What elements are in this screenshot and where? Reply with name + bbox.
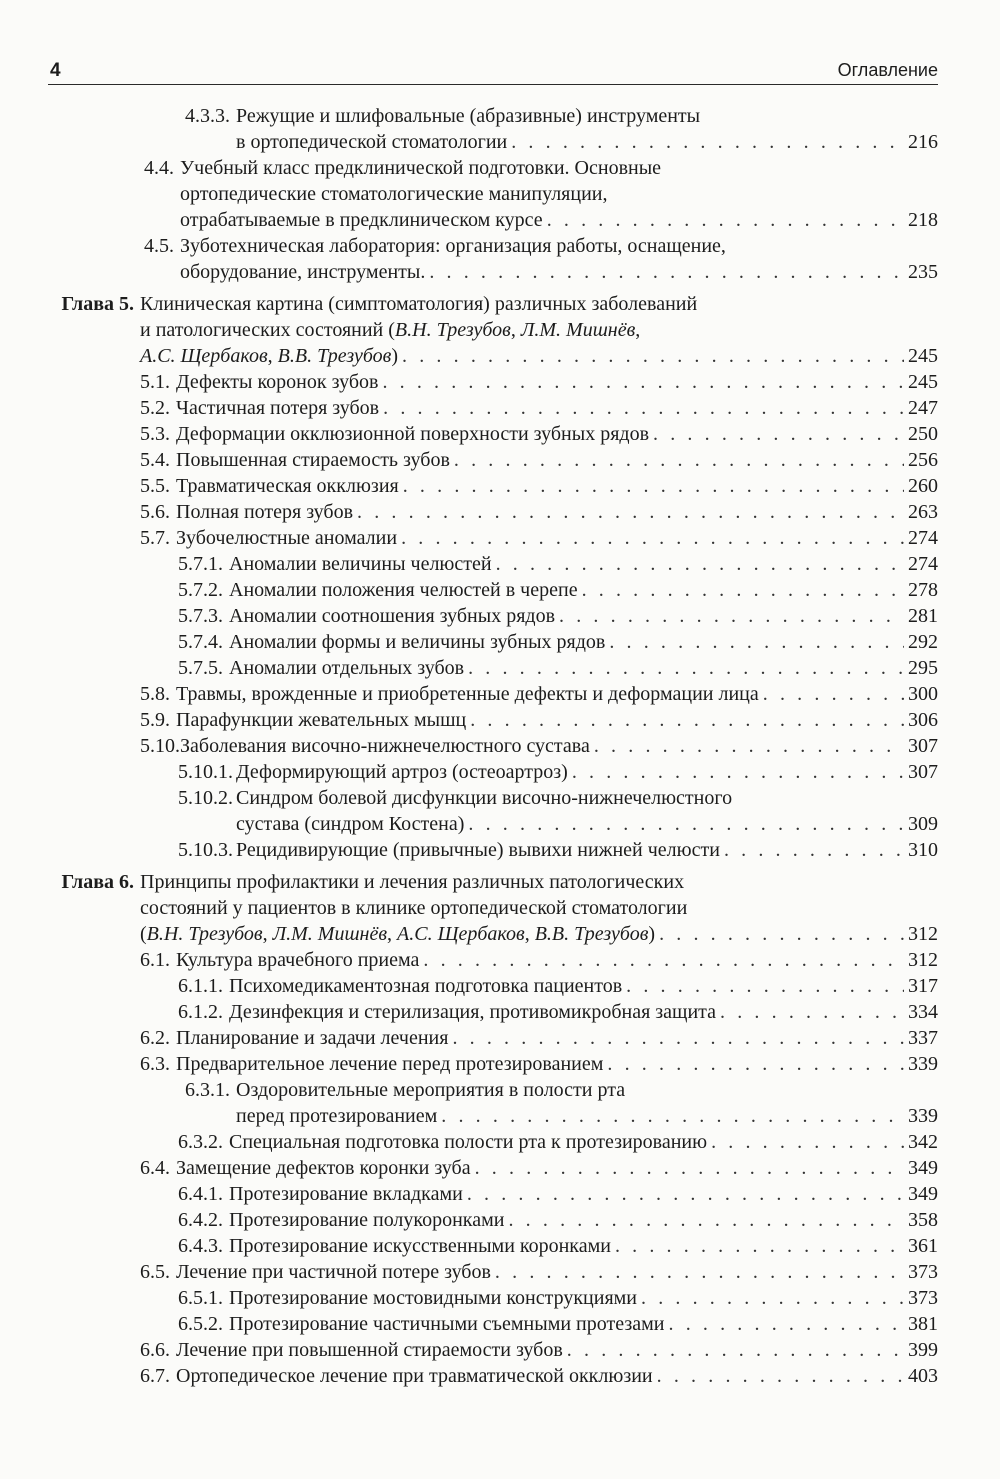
toc-entry-title: Парафункции жевательных мышц xyxy=(176,709,467,731)
toc-subsection xyxy=(48,603,938,629)
dot-leader xyxy=(669,1311,905,1337)
page-number: 4 xyxy=(50,60,61,81)
toc-page-number: 334 xyxy=(908,1001,938,1023)
toc-page-number: 403 xyxy=(908,1365,938,1387)
toc-entry-number: 6.6. xyxy=(140,1339,170,1361)
toc-page-number: 317 xyxy=(908,975,938,997)
toc-subsection xyxy=(48,655,938,681)
toc-page-number: 263 xyxy=(908,501,938,523)
dot-leader xyxy=(452,1025,904,1051)
dot-leader xyxy=(653,421,904,447)
dot-leader xyxy=(572,759,904,785)
toc-entry-title: Аномалии величины челюстей xyxy=(229,553,492,575)
toc-page-number: 342 xyxy=(908,1131,938,1153)
toc-entry-number: 5.4. xyxy=(140,449,170,471)
toc-section xyxy=(48,473,938,499)
toc-entry-title: Заболевания височно-нижнечелюстного сустава xyxy=(180,735,590,757)
toc-entry-title: Полная потеря зубов xyxy=(176,501,354,523)
dot-leader xyxy=(659,921,904,947)
toc-entry-number: 6.1.2. xyxy=(178,1001,223,1023)
toc-subsection xyxy=(48,999,938,1025)
toc-entry-number: 5.10.2. xyxy=(178,787,233,809)
toc-entry-title: Травматическая окклюзия xyxy=(176,475,399,497)
toc-subsection xyxy=(48,759,938,785)
toc-subsection xyxy=(48,551,938,577)
dot-leader xyxy=(475,1155,904,1181)
toc-entry-number: 6.4.3. xyxy=(178,1235,223,1257)
toc-page-number: 278 xyxy=(908,579,938,601)
toc-subsection xyxy=(48,837,938,863)
toc-page-number: 312 xyxy=(908,923,938,945)
toc-entry-title: Протезирование частичными съемными протезами xyxy=(229,1313,665,1335)
toc-entry-number: 6.7. xyxy=(140,1365,170,1387)
toc-page-number: 235 xyxy=(908,261,938,283)
toc-entry-title: Протезирование вкладками xyxy=(229,1183,463,1205)
toc-section xyxy=(48,681,938,707)
toc-page-number: 312 xyxy=(908,949,938,971)
toc-entry-number: 4.4. xyxy=(144,157,174,179)
dot-leader xyxy=(454,447,904,473)
toc-subsection xyxy=(48,1129,938,1155)
toc-entry-number: 5.7.2. xyxy=(178,579,223,601)
toc-entry-title: Протезирование искусственными коронками xyxy=(229,1235,611,1257)
toc-subsection xyxy=(48,1285,938,1311)
dot-leader xyxy=(423,947,904,973)
dot-leader xyxy=(720,999,904,1025)
dot-leader xyxy=(496,551,904,577)
dot-leader xyxy=(657,1363,904,1389)
toc-entry-title: состояний у пациентов в клинике ортопедической стоматологии xyxy=(140,897,688,919)
toc-page-number: 399 xyxy=(908,1339,938,1361)
toc-entry-number: 6.3.1. xyxy=(185,1079,230,1101)
toc-entry-title: А.С. Щербаков, В.В. Трезубов) xyxy=(140,345,399,367)
dot-leader xyxy=(626,973,904,999)
toc-chapter xyxy=(48,869,938,947)
toc-entry-title: сустава (синдром Костена) xyxy=(236,813,465,835)
toc-subsection xyxy=(48,629,938,655)
toc-entry-title: Лечение при повышенной стираемости зубов xyxy=(176,1339,563,1361)
toc-page-number: 358 xyxy=(908,1209,938,1231)
toc-page-number: 295 xyxy=(908,657,938,679)
toc-section xyxy=(48,1363,938,1389)
dot-leader xyxy=(559,603,904,629)
toc-entry-title: Деформирующий артроз (остеоартроз) xyxy=(236,761,568,783)
toc-page-number: 310 xyxy=(908,839,938,861)
dot-leader xyxy=(382,369,904,395)
toc-page-number: 349 xyxy=(908,1183,938,1205)
toc-entry-number: 6.4.2. xyxy=(178,1209,223,1231)
toc-subsection xyxy=(48,1077,938,1129)
toc-entry-title: Аномалии положения челюстей в черепе xyxy=(229,579,578,601)
toc-page-number: 307 xyxy=(908,761,938,783)
toc-entry-title: отрабатываемые в предклиническом курсе xyxy=(180,209,543,231)
toc-page-number: 349 xyxy=(908,1157,938,1179)
toc-page-number: 381 xyxy=(908,1313,938,1335)
toc-entry-title: Специальная подготовка полости рта к протезированию xyxy=(229,1131,708,1153)
toc-entry-number: 5.6. xyxy=(140,501,170,523)
toc-section xyxy=(48,447,938,473)
toc-page-number: 218 xyxy=(908,209,938,231)
toc-entry-title: Дефекты коронок зубов xyxy=(176,371,379,393)
dot-leader xyxy=(567,1337,904,1363)
dot-leader xyxy=(403,473,904,499)
toc-entry-number: 5.7.3. xyxy=(178,605,223,627)
toc-entry-number: 6.5.1. xyxy=(178,1287,223,1309)
toc-entry-title: Учебный класс предклинической подготовки. Основные xyxy=(180,157,662,179)
toc-entry-number: 5.10.1. xyxy=(178,761,233,783)
toc-entry-title: Синдром болевой дисфункции височно-нижнечелюстного xyxy=(236,787,733,809)
toc-entry-title: Рецидивирующие (привычные) вывихи нижней челюсти xyxy=(236,839,720,861)
toc-entry-number: 5.2. xyxy=(140,397,170,419)
toc-entry-title: Планирование и задачи лечения xyxy=(176,1027,449,1049)
dot-leader xyxy=(711,1129,904,1155)
toc-entry-title: Клиническая картина (симптоматология) различных заболеваний xyxy=(140,293,698,315)
dot-leader xyxy=(641,1285,904,1311)
toc-entry-number: Глава 6. xyxy=(61,871,134,893)
toc-entry-number: 6.5.2. xyxy=(178,1313,223,1335)
toc-section xyxy=(48,421,938,447)
dot-leader xyxy=(609,629,904,655)
toc-entry-number: 6.5. xyxy=(140,1261,170,1283)
dot-leader xyxy=(357,499,904,525)
dot-leader xyxy=(511,129,904,155)
toc-entry-title: (В.Н. Трезубов, Л.М. Мишнёв, А.С. Щербаков, В.В. Трезубов) xyxy=(140,923,656,945)
toc-subsection xyxy=(48,973,938,999)
toc-entry-title: Зубочелюстные аномалии xyxy=(176,527,398,549)
running-header xyxy=(48,54,938,85)
toc-entry-title: Оздоровительные мероприятия в полости рта xyxy=(236,1079,626,1101)
toc-subsection xyxy=(48,103,938,155)
dot-leader xyxy=(468,811,904,837)
toc-entry-number: 5.10.3. xyxy=(178,839,233,861)
toc-entry-number: 6.2. xyxy=(140,1027,170,1049)
toc-section xyxy=(48,525,938,551)
toc-page-number: 274 xyxy=(908,553,938,575)
dot-leader xyxy=(429,259,904,285)
toc-page-number: 292 xyxy=(908,631,938,653)
toc-subsection xyxy=(48,1207,938,1233)
toc-entry-title: Дезинфекция и стерилизация, противомикробная защита xyxy=(229,1001,717,1023)
toc-entry-number: 5.10. xyxy=(140,735,180,757)
toc-entry-title: Частичная потеря зубов xyxy=(176,397,380,419)
toc-entry-title: Аномалии отдельных зубов xyxy=(229,657,465,679)
toc-page-number: 339 xyxy=(908,1053,938,1075)
toc-page-number: 245 xyxy=(908,371,938,393)
toc-page-number: 256 xyxy=(908,449,938,471)
dot-leader xyxy=(615,1233,904,1259)
toc-entry-number: 4.5. xyxy=(144,235,174,257)
toc-section xyxy=(48,1337,938,1363)
toc-section xyxy=(48,395,938,421)
toc-subsection xyxy=(48,1311,938,1337)
toc-entry-title: Лечение при частичной потере зубов xyxy=(176,1261,491,1283)
toc-section xyxy=(48,155,938,233)
toc-chapter xyxy=(48,291,938,369)
toc-entry-number: 5.5. xyxy=(140,475,170,497)
toc-entry-number: 6.1.1. xyxy=(178,975,223,997)
toc-entry-title: Аномалии формы и величины зубных рядов xyxy=(229,631,606,653)
toc-section xyxy=(48,1155,938,1181)
toc-entry-number: 6.1. xyxy=(140,949,170,971)
toc-entry-number: Глава 5. xyxy=(61,293,134,315)
toc-page-number: 216 xyxy=(908,131,938,153)
toc-subsection xyxy=(48,1233,938,1259)
toc-entry-title: Деформации окклюзионной поверхности зубных рядов xyxy=(176,423,650,445)
toc-entry-title: Протезирование мостовидными конструкциями xyxy=(229,1287,637,1309)
toc-section xyxy=(48,733,938,759)
toc-section xyxy=(48,1051,938,1077)
toc-entry-number: 5.7.4. xyxy=(178,631,223,653)
toc-entry-number: 5.3. xyxy=(140,423,170,445)
toc-entry-title: Аномалии соотношения зубных рядов xyxy=(229,605,556,627)
toc-page-number: 339 xyxy=(908,1105,938,1127)
toc-section xyxy=(48,233,938,285)
toc-entry-number: 5.7.1. xyxy=(178,553,223,575)
toc-section xyxy=(48,947,938,973)
toc-entry-title: Предварительное лечение перед протезированием xyxy=(176,1053,604,1075)
dot-leader xyxy=(468,655,904,681)
toc-entry-title: Травмы, врожденные и приобретенные дефекты и деформации лица xyxy=(176,683,759,705)
toc-page-number: 281 xyxy=(908,605,938,627)
toc-entry-title: и патологических состояний (В.Н. Трезубов, Л.М. Мишнёв, xyxy=(140,319,641,341)
dot-leader xyxy=(467,1181,904,1207)
toc-entry-title: Протезирование полукоронками xyxy=(229,1209,505,1231)
toc-page-number: 260 xyxy=(908,475,938,497)
toc-entry-title: Зуботехническая лаборатория: организация работы, оснащение, xyxy=(180,235,726,257)
toc-entry-title: Режущие и шлифовальные (абразивные) инструменты xyxy=(236,105,701,127)
toc-page-number: 306 xyxy=(908,709,938,731)
toc-entry-title: Замещение дефектов коронки зуба xyxy=(176,1157,471,1179)
running-title: Оглавление xyxy=(837,60,938,80)
table-of-contents xyxy=(48,103,938,1389)
toc-page-number: 307 xyxy=(908,735,938,757)
dot-leader xyxy=(594,733,904,759)
dot-leader xyxy=(607,1051,904,1077)
toc-entry-title: Принципы профилактики и лечения различных патологических xyxy=(140,871,685,893)
toc-page-number: 250 xyxy=(908,423,938,445)
toc-entry-title: перед протезированием xyxy=(236,1105,438,1127)
dot-leader xyxy=(724,837,904,863)
toc-page-number: 373 xyxy=(908,1261,938,1283)
toc-entry-title: Повышенная стираемость зубов xyxy=(176,449,450,471)
dot-leader xyxy=(383,395,904,421)
dot-leader xyxy=(763,681,904,707)
toc-page-number: 245 xyxy=(908,345,938,367)
toc-page-number: 274 xyxy=(908,527,938,549)
dot-leader xyxy=(495,1259,904,1285)
toc-subsection xyxy=(48,785,938,837)
toc-section xyxy=(48,499,938,525)
toc-page-number: 373 xyxy=(908,1287,938,1309)
toc-section xyxy=(48,1259,938,1285)
toc-page-number: 309 xyxy=(908,813,938,835)
toc-entry-number: 5.7. xyxy=(140,527,170,549)
toc-page-number: 337 xyxy=(908,1027,938,1049)
toc-entry-number: 6.4. xyxy=(140,1157,170,1179)
dot-leader xyxy=(582,577,904,603)
toc-entry-number: 6.4.1. xyxy=(178,1183,223,1205)
dot-leader xyxy=(441,1103,904,1129)
toc-entry-number: 5.7.5. xyxy=(178,657,223,679)
toc-page-number: 247 xyxy=(908,397,938,419)
toc-entry-title: Ортопедическое лечение при травматической окклюзии xyxy=(176,1365,653,1387)
toc-entry-number: 6.3. xyxy=(140,1053,170,1075)
toc-entry-number: 4.3.3. xyxy=(185,105,230,127)
toc-entry-title: ортопедические стоматологические манипуляции, xyxy=(180,183,608,205)
dot-leader xyxy=(547,207,904,233)
toc-entry-number: 5.9. xyxy=(140,709,170,731)
dot-leader xyxy=(508,1207,904,1233)
dot-leader xyxy=(402,343,904,369)
dot-leader xyxy=(470,707,904,733)
toc-section xyxy=(48,369,938,395)
dot-leader xyxy=(401,525,904,551)
toc-entry-number: 5.1. xyxy=(140,371,170,393)
toc-entry-number: 6.3.2. xyxy=(178,1131,223,1153)
toc-entry-title: Психомедикаментозная подготовка пациентов xyxy=(229,975,623,997)
toc-page-number: 361 xyxy=(908,1235,938,1257)
toc-entry-title: в ортопедической стоматологии xyxy=(236,131,508,153)
toc-subsection xyxy=(48,1181,938,1207)
toc-entry-number: 5.8. xyxy=(140,683,170,705)
toc-section xyxy=(48,1025,938,1051)
toc-subsection xyxy=(48,577,938,603)
toc-entry-title: Культура врачебного приема xyxy=(176,949,420,971)
toc-entry-title: оборудование, инструменты. xyxy=(180,261,426,283)
toc-page-number: 300 xyxy=(908,683,938,705)
toc-section xyxy=(48,707,938,733)
